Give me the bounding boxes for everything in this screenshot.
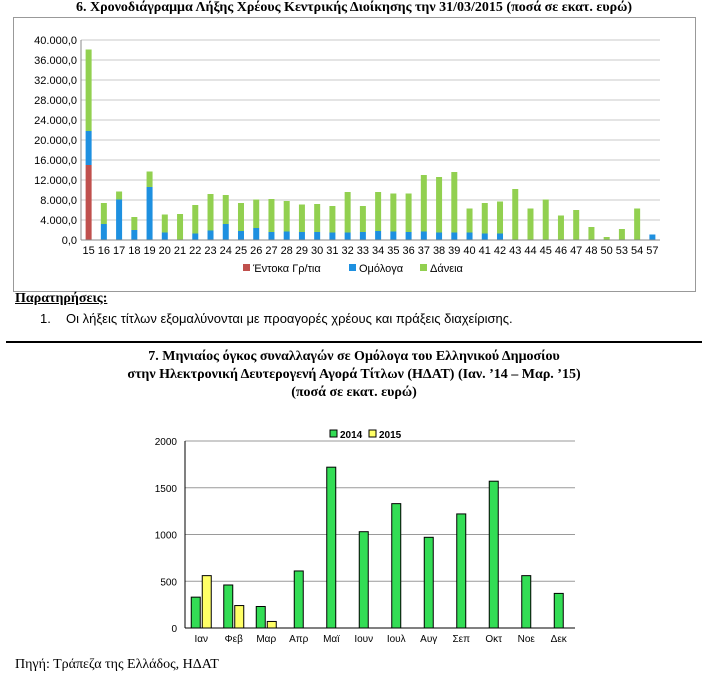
bar-segment [314,232,320,240]
bar-segment [406,194,412,233]
x-tick-label: Ιαν [194,634,209,645]
x-tick-label: 32 [341,245,354,257]
bar-segment [101,224,107,240]
bar-segment [253,228,259,240]
y-tick-label: 500 [160,577,177,589]
bar-segment [299,205,305,233]
bar-segment [86,165,92,240]
bar-segment [649,235,655,241]
x-tick-label: 57 [646,245,659,257]
bar-segment [467,209,473,233]
bar-segment [208,231,214,241]
bar-segment [436,233,442,241]
bar-2014 [522,576,531,628]
bar-segment [497,234,503,241]
x-tick-label: 15 [82,245,95,257]
bar-segment [192,205,198,234]
y-tick-label: 28.000,0 [34,95,77,107]
bar-segment [512,189,518,240]
observation-number: 1. [40,311,51,326]
y-tick-label: 0 [171,624,177,635]
bar-segment [253,200,259,229]
y-tick-label: 40.000,0 [34,35,77,47]
bar-segment [527,209,533,241]
x-tick-label: 42 [493,245,507,257]
maturity-chart [13,17,696,292]
bar-segment [86,131,92,165]
y-tick-label: 4.000,0 [40,215,77,227]
bar-2014 [392,504,401,628]
y-tick-label: 2000 [154,437,177,448]
x-tick-label: 53 [615,245,629,257]
bar-segment [147,187,153,240]
bar-segment [314,204,320,232]
x-tick-label: 19 [143,245,156,257]
bar-segment [497,202,503,234]
x-tick-label: 18 [128,245,141,257]
bar-segment [451,172,457,233]
bar-segment [482,234,488,241]
x-tick-label: 16 [97,245,110,257]
x-tick-label: Οκτ [485,634,503,645]
bar-2014 [294,571,303,628]
bar-segment [147,172,153,188]
legend-swatch [369,430,376,437]
legend-label: 2015 [379,430,402,441]
chart2-title-line2: στην Ηλεκτρονική Δευτερογενή Αγορά Τίτλων (ΗΔΑΤ) (Ιαν. ’14 – Μαρ. ’15) [127,367,581,382]
y-tick-label: 16.000,0 [34,155,77,167]
x-tick-label: 46 [554,245,568,257]
bar-segment [162,233,168,241]
y-tick-label: 1500 [154,483,177,495]
bar-2014 [191,597,200,628]
source-note: Πηγή: Τράπεζα της Ελλάδος, ΗΔΑΤ [15,657,219,672]
x-tick-label: Απρ [289,634,309,645]
bar-segment [238,231,244,240]
chart2-title-line1: 7. Μηνιαίος όγκος συναλλαγών σε Ομόλογα του Ελληνικού Δημοσίου [148,349,560,364]
x-tick-label: 47 [570,245,583,257]
x-tick-label: Σεπ [452,634,471,645]
x-tick-label: 50 [600,245,613,257]
x-tick-label: 21 [173,245,187,257]
bar-2014 [554,593,563,628]
y-tick-label: 0,0 [61,235,77,247]
bar-segment [284,232,290,241]
x-tick-label: 29 [295,245,309,257]
trading-volume-chart [140,425,580,658]
bar-segment [345,233,351,241]
bar-2015 [202,576,211,628]
bar-segment [573,210,579,240]
bar-segment [619,229,625,240]
y-tick-label: 36.000,0 [34,55,77,67]
x-tick-label: 44 [524,245,537,257]
chart1-title: 6. Χρονοδιάγραμμα Λήξης Χρέους Κεντρικής Διοίκησης την 31/03/2015 (ποσά σε εκατ. ευρώ) [75,0,633,15]
bar-2014 [424,537,433,628]
bar-segment [101,203,107,224]
bar-segment [131,217,137,230]
y-tick-label: 24.000,0 [34,115,77,127]
bar-segment [436,177,442,233]
x-tick-label: 43 [509,245,522,257]
bar-segment [131,230,137,240]
bar-segment [375,192,381,231]
legend-swatch [330,430,337,437]
x-tick-label: 54 [631,245,644,257]
x-tick-label: 40 [463,245,476,257]
bar-segment [390,232,396,241]
bar-segment [482,203,488,234]
bar-segment [116,192,122,200]
y-tick-label: 12.000,0 [34,175,77,187]
x-tick-label: 22 [189,245,202,257]
bar-segment [238,203,244,231]
legend-swatch [349,264,356,271]
bar-segment [329,206,335,233]
section-divider [6,341,702,343]
x-tick-label: Μαρ [256,634,277,645]
bar-segment [360,232,366,240]
x-tick-label: 25 [234,245,248,257]
bar-2014 [224,585,233,628]
bar-segment [421,175,427,232]
x-tick-label: Αυγ [420,634,438,645]
x-tick-label: 33 [356,245,370,257]
bar-segment [421,232,427,241]
x-tick-label: 27 [265,245,278,257]
bar-segment [588,227,594,240]
y-tick-label: 8.000,0 [40,195,77,207]
bar-segment [116,200,122,241]
bar-segment [192,234,198,241]
bar-segment [329,233,335,241]
x-tick-label: 38 [432,245,446,257]
y-tick-label: 20.000,0 [34,135,77,147]
x-tick-label: Ιουλ [386,634,406,645]
bar-2015 [235,606,244,628]
bar-segment [162,215,168,233]
bar-segment [177,214,183,240]
chart2-title-line3: (ποσά σε εκατ. ευρώ) [291,385,417,400]
bar-segment [360,206,366,232]
legend-swatch [420,264,427,271]
x-tick-label: 26 [250,245,263,257]
chart2-title [0,348,708,402]
bar-segment [375,231,381,240]
maturity-chart-svg [14,18,695,291]
legend-swatch [243,264,250,271]
x-tick-label: Ιουν [354,634,374,645]
bar-segment [223,195,229,224]
bar-segment [268,199,274,232]
x-tick-label: 24 [219,245,232,257]
x-tick-label: 45 [539,245,552,257]
bar-segment [208,194,214,231]
x-tick-label: Νοε [517,634,535,645]
bar-segment [299,232,305,240]
x-tick-label: 39 [448,245,461,257]
legend-label: Δάνεια [430,263,463,275]
bar-2015 [267,621,276,628]
bar-segment [406,232,412,240]
bar-segment [86,50,92,132]
bar-segment [223,224,229,240]
bar-segment [634,209,640,241]
bar-segment [268,232,274,240]
bar-2014 [489,481,498,628]
bar-2014 [359,532,368,628]
bar-segment [345,192,351,233]
bar-segment [543,200,549,241]
x-tick-label: Δεκ [550,634,567,645]
bar-segment [284,201,290,232]
trading-volume-chart-svg [140,425,580,658]
x-tick-label: 31 [326,245,339,257]
bar-segment [451,233,457,241]
legend-label: Έντοκα Γρ/τια [253,263,321,275]
x-tick-label: 20 [158,245,171,257]
bar-2014 [256,606,265,628]
legend-label: Ομόλογα [359,263,404,275]
x-tick-label: 17 [112,245,126,257]
x-tick-label: 34 [371,245,385,257]
legend-label: 2014 [340,430,363,441]
x-tick-label: 30 [311,245,324,257]
y-tick-label: 1000 [154,530,177,542]
x-tick-label: 35 [387,245,400,257]
bar-segment [558,216,564,241]
x-tick-label: 48 [585,245,598,257]
observation-text: Οι λήξεις τίτλων εξομαλύνονται με προαγορές χρέους και πράξεις διαχείρισης. [66,311,513,326]
y-tick-label: 32.000,0 [34,75,77,87]
bar-segment [467,233,473,241]
bar-segment [390,194,396,232]
bar-2014 [457,514,466,628]
observations-title: Παρατηρήσεις: [15,291,108,306]
x-tick-label: 37 [417,245,430,257]
x-tick-label: 23 [204,245,217,257]
observation-item [40,311,513,326]
x-tick-label: Φεβ [224,634,243,645]
x-tick-label: 28 [280,245,293,257]
x-tick-label: 36 [402,245,415,257]
bar-2014 [327,467,336,628]
x-tick-label: 41 [478,245,491,257]
x-tick-label: Μαϊ [323,634,340,645]
